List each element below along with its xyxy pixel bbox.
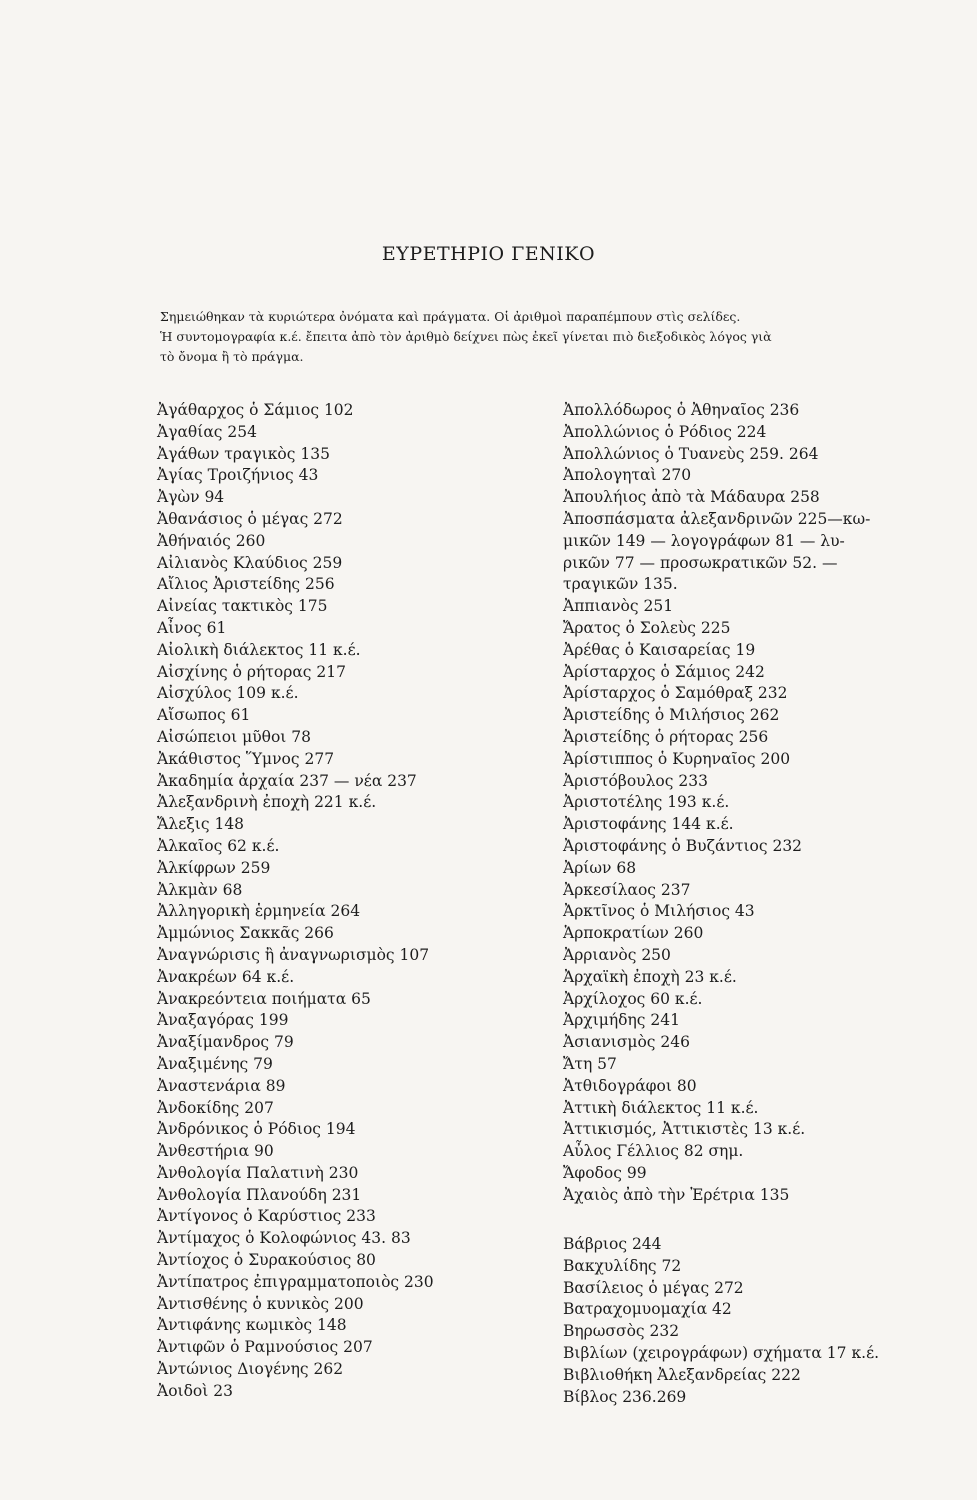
index-entry: Ἀνδοκίδης 207 <box>157 1098 274 1117</box>
index-entry: Βιβλίων (χειρογράφων) σχήματα 17 κ.έ. <box>563 1343 880 1362</box>
index-entry: Ἀοιδοὶ 23 <box>157 1381 233 1400</box>
index-column-left <box>157 400 547 1403</box>
index-entry: Ἀριστείδης ὁ ρήτορας 256 <box>563 727 769 746</box>
index-entry: Βιβλιοθήκη Ἀλεξανδρείας 222 <box>563 1365 801 1384</box>
index-entry: Βηρωσσὸς 232 <box>563 1322 680 1341</box>
index-entry: Ἀριστόβουλος 233 <box>563 771 708 790</box>
index-entry: Ἀκάθιστος Ὕμνος 277 <box>157 749 335 768</box>
index-entry: Αἰσώπειοι μῦθοι 78 <box>157 727 312 746</box>
index-entry: Ἄτη 57 <box>563 1054 617 1073</box>
index-entry: Ἀκαδημία ἀρχαία 237 — νέα 237 <box>157 771 417 790</box>
index-entry: Ἀνακρεόντεια ποιήματα 65 <box>157 989 371 1008</box>
index-entry: Ἀριστοτέλης 193 κ.έ. <box>563 793 730 812</box>
index-entry: Ἄλεξις 148 <box>157 815 245 834</box>
index-entry: Ἀνδρόνικος ὁ Ρόδιος 194 <box>157 1120 356 1139</box>
index-entry: Ἀνθολογία Παλατινὴ 230 <box>157 1163 359 1182</box>
index-column-right-beta <box>563 1234 953 1408</box>
index-entry: Ἀποσπάσματα ἀλεξανδρινῶν 225—κω- <box>563 509 871 528</box>
index-entry: Ἀνθεστήρια 90 <box>157 1142 274 1161</box>
index-entry: τραγικῶν 135. <box>563 575 678 594</box>
intro-note <box>160 307 960 367</box>
index-entry: Ἀρέθας ὁ Καισαρείας 19 <box>563 640 756 659</box>
index-entry: Ἀντιφάνης κωμικὸς 148 <box>157 1316 347 1335</box>
index-entry: Ἀριστοφάνης ὁ Βυζάντιος 232 <box>563 836 803 855</box>
index-entry: Ἀπολλώνιος ὁ Τυανεὺς 259. 264 <box>563 444 819 463</box>
index-entry: Ἀναγνώρισις ἢ ἀναγνωρισμὸς 107 <box>157 945 430 964</box>
index-entry: Ἀρίσταρχος ὁ Σαμόθραξ 232 <box>563 684 788 703</box>
index-entry: Ἀλληγορικὴ ἑρμηνεία 264 <box>157 902 361 921</box>
index-entry: Ἀναξαγόρας 199 <box>157 1011 289 1030</box>
intro-line: Ἡ συντομογραφία κ.έ. ἔπειτα ἀπὸ τὸν ἀριθμὸ δείχνει πὼς ἐκεῖ γίνεται πιὸ διεξοδικὸς λόγος γιὰ <box>160 329 772 344</box>
index-entry: Ἀρριανὸς 250 <box>563 945 671 964</box>
index-entry: Ἀρχαϊκὴ ἐποχὴ 23 κ.έ. <box>563 967 737 986</box>
index-entry: Ἀγίας Τροιζήνιος 43 <box>157 466 319 485</box>
index-entry: Βασίλειος ὁ μέγας 272 <box>563 1278 744 1297</box>
index-entry: Ἀθήναιός 260 <box>157 531 266 550</box>
index-entry: Ἀγάθαρχος ὁ Σάμιος 102 <box>157 401 354 419</box>
index-entry: Ἄρατος ὁ Σολεὺς 225 <box>563 618 731 637</box>
index-entry: Ἀναξιμένης 79 <box>157 1054 273 1073</box>
index-entry: Ἀντίοχος ὁ Συρακούσιος 80 <box>157 1251 376 1270</box>
index-entry: Βακχυλίδης 72 <box>563 1256 682 1275</box>
index-entry: μικῶν 149 — λογογράφων 81 — λυ- <box>563 531 845 550</box>
index-entry: Αἶνος 61 <box>157 618 227 637</box>
index-entry: Αὖλος Γέλλιος 82 σημ. <box>563 1142 744 1161</box>
index-entry: Ἁρποκρατίων 260 <box>563 924 704 943</box>
index-entry: Ἀριστείδης ὁ Μιλήσιος 262 <box>563 706 780 725</box>
index-entry: Ἀνθολογία Πλανούδη 231 <box>157 1185 362 1204</box>
index-entry: Ἀντίπατρος ἐπιγραμματοποιὸς 230 <box>157 1272 434 1291</box>
index-entry: Ἀχαιὸς ἀπὸ τὴν Ἐρέτρια 135 <box>563 1185 790 1204</box>
index-entry: Ἄφοδος 99 <box>563 1163 647 1182</box>
index-entry: Ἀγάθων τραγικὸς 135 <box>157 444 330 463</box>
index-entry: Ἀττικισμός, Ἀττικιστὲς 13 κ.έ. <box>563 1120 806 1139</box>
index-entry: Αἰσχύλος 109 κ.έ. <box>157 684 299 703</box>
index-entry: Αἰολικὴ διάλεκτος 11 κ.έ. <box>157 640 361 659</box>
index-entry: Βατραχομυομαχία 42 <box>563 1300 732 1319</box>
index-entry: Ἀναστενάρια 89 <box>157 1076 286 1095</box>
index-entry: Αἰνείας τακτικὸς 175 <box>157 597 328 616</box>
index-entry: Ἀσιανισμὸς 246 <box>563 1033 690 1052</box>
index-entry: Ἀνακρέων 64 κ.έ. <box>157 967 295 986</box>
index-entry: Ἀπολλώνιος ὁ Ρόδιος 224 <box>563 422 767 441</box>
index-entry: Ἀθανάσιος ὁ μέγας 272 <box>157 509 343 528</box>
index-entry: Βάβριος 244 <box>563 1235 662 1253</box>
index-entry: Ἀπολογηταὶ 270 <box>563 466 692 485</box>
index-entry: Αἰσχίνης ὁ ρήτορας 217 <box>157 662 346 681</box>
index-entry: Ἀντιφῶν ὁ Ραμνούσιος 207 <box>157 1338 373 1357</box>
index-entry: Ἀρκτῖνος ὁ Μιλήσιος 43 <box>563 902 755 921</box>
index-entry: Αἰλιανὸς Κλαύδιος 259 <box>157 553 343 572</box>
index-entry: Ἀλκαῖος 62 κ.έ. <box>157 836 280 855</box>
intro-line: Σημειώθηκαν τὰ κυριώτερα ὀνόματα καὶ πράγματα. Οἱ ἀριθμοὶ παραπέμπουν στὶς σελίδες. <box>160 309 741 324</box>
index-entry: Αἴλιος Ἀριστείδης 256 <box>157 575 335 594</box>
index-entry: Ἀπουλήιος ἀπὸ τὰ Μάδαυρα 258 <box>563 488 820 507</box>
index-entry: Ἀλεξανδρινὴ ἐποχὴ 221 κ.έ. <box>157 793 377 812</box>
index-entry: Ἀντίμαχος ὁ Κολοφώνιος 43. 83 <box>157 1229 411 1248</box>
index-entry: Βίβλος 236.269 <box>563 1387 687 1406</box>
index-entry: Ἀρκεσίλαος 237 <box>563 880 691 899</box>
intro-line: τὸ ὄνομα ἢ τὸ πράγμα. <box>160 349 304 364</box>
index-entry: Ἀλκμὰν 68 <box>157 880 243 899</box>
index-entry: Ἀττικὴ διάλεκτος 11 κ.έ. <box>563 1098 759 1117</box>
index-entry: Ἀρίων 68 <box>563 858 637 877</box>
index-entry: Ἀμμώνιος Σακκᾶς 266 <box>157 924 334 943</box>
index-entry: Ἀναξίμανδρος 79 <box>157 1033 294 1052</box>
index-entry: Ἀρίσταρχος ὁ Σάμιος 242 <box>563 662 765 681</box>
index-entry: Ἀππιανὸς 251 <box>563 597 674 616</box>
index-entry: Ἀντίγονος ὁ Καρύστιος 233 <box>157 1207 376 1226</box>
index-entry: Ἀλκίφρων 259 <box>157 858 271 877</box>
page-title: ΕΥΡΕΤΗΡΙΟ ΓΕΝΙΚΟ <box>381 243 596 265</box>
index-entry: Ἀγαθίας 254 <box>157 422 257 441</box>
index-entry: Ἀντισθένης ὁ κυνικὸς 200 <box>157 1294 364 1313</box>
index-entry: Ἀρχίλοχος 60 κ.έ. <box>563 989 703 1008</box>
index-entry: Ἀριστοφάνης 144 κ.έ. <box>563 815 734 834</box>
index-entry: Αἴσωπος 61 <box>157 706 251 725</box>
index-column-right-alpha <box>563 400 953 1206</box>
index-entry: Ἀπολλόδωρος ὁ Ἀθηναῖος 236 <box>563 401 800 419</box>
index-entry: Ἀρχιμήδης 241 <box>563 1011 680 1030</box>
index-entry: Ἀγὼν 94 <box>157 488 225 507</box>
index-entry: Ἀρίστιππος ὁ Κυρηναῖος 200 <box>563 749 791 768</box>
index-entry: Ἀντώνιος Διογένης 262 <box>157 1360 344 1379</box>
index-entry: Ἀτθιδογράφοι 80 <box>563 1076 697 1095</box>
index-entry: ρικῶν 77 — προσωκρατικῶν 52. — <box>563 553 838 572</box>
